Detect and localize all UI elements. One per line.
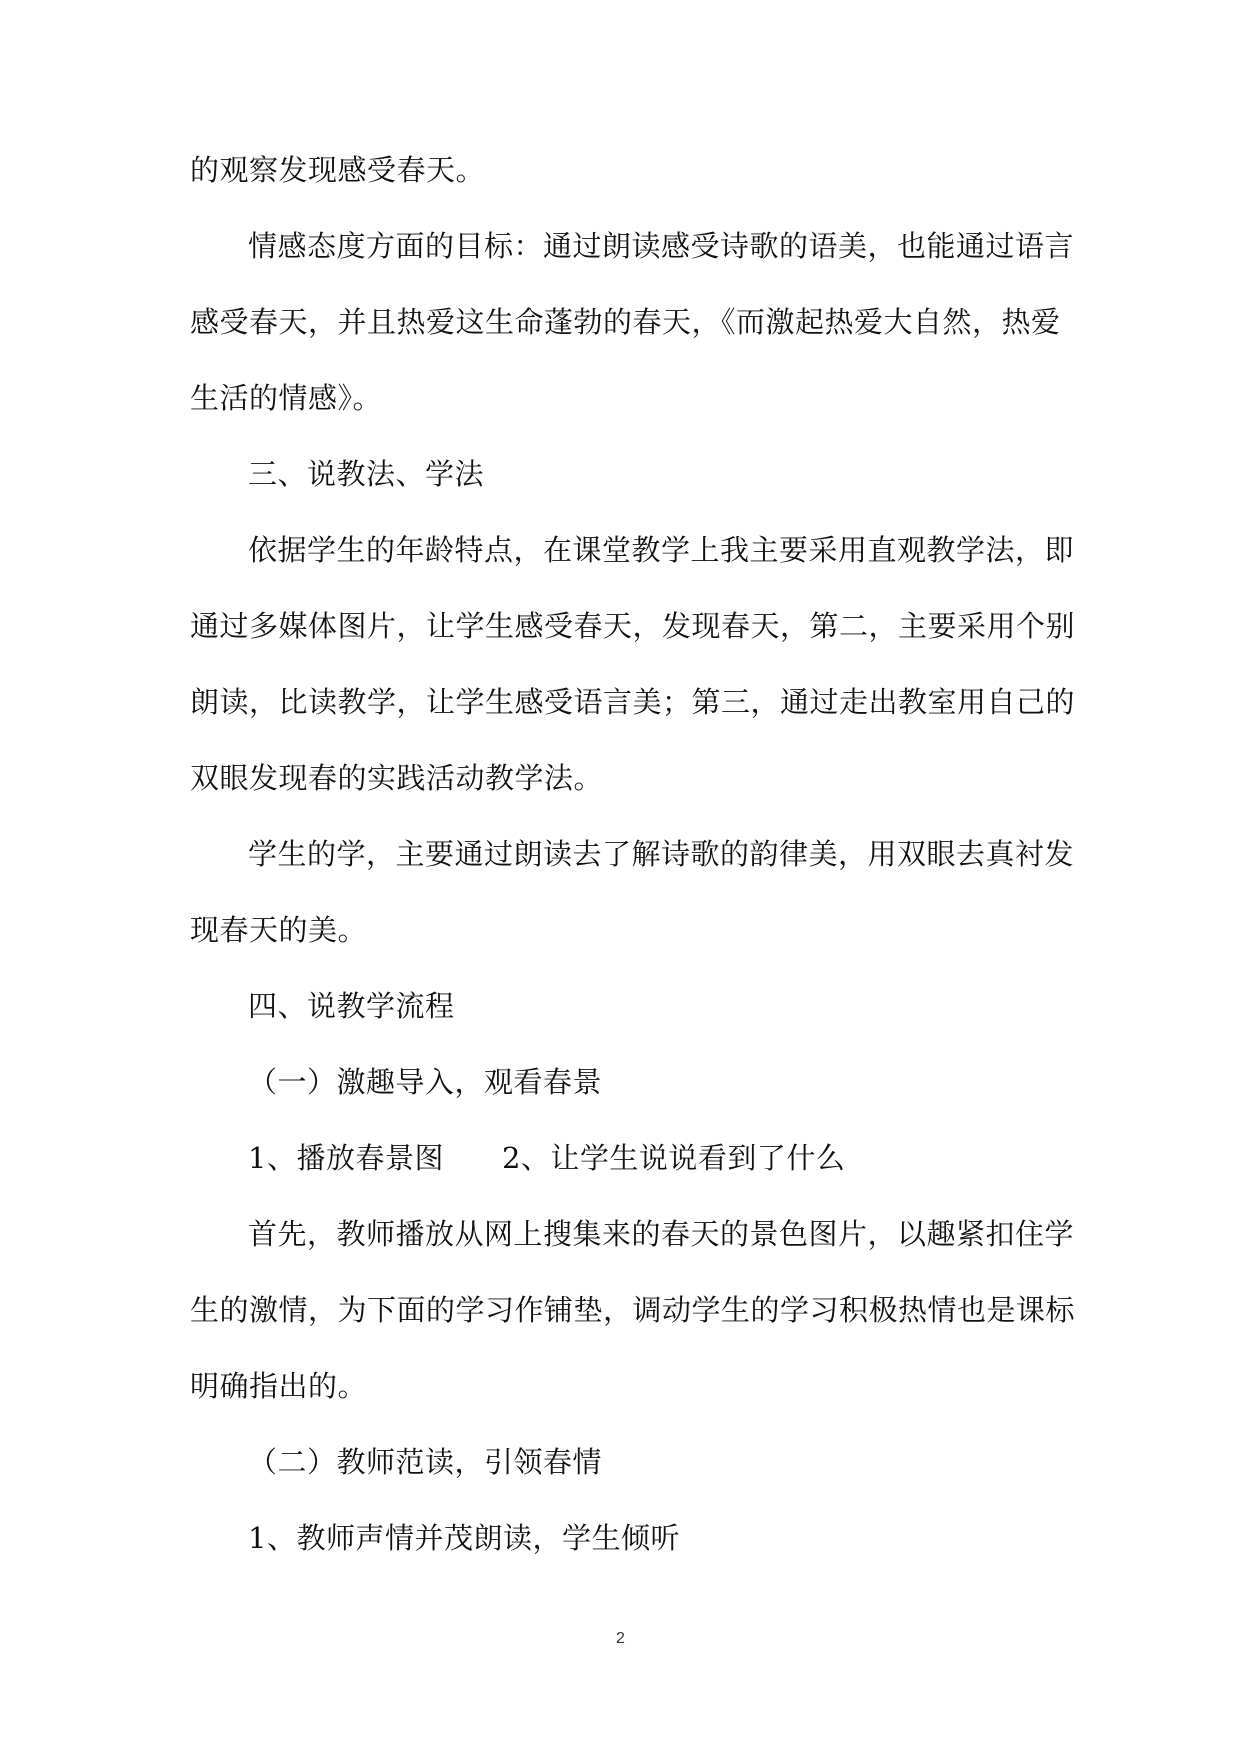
paragraph-line: 朗读，比读教学，让学生感受语言美；第三，通过走出教室用自己的: [190, 685, 1076, 719]
section-heading: 三、说教法、学法: [248, 457, 485, 491]
paragraph-line: 生活的情感》。: [190, 381, 383, 415]
page-number: 2: [616, 1630, 625, 1647]
paragraph-line: 首先，教师播放从网上搜集来的春天的景色图片，以趣紧扣住学: [248, 1217, 1075, 1251]
paragraph-line: 的观察发现感受春天。: [190, 153, 486, 187]
steps-line: [248, 1138, 1118, 1178]
paragraph-line: 通过多媒体图片，让学生感受春天，发现春天，第二，主要采用个别: [190, 609, 1076, 643]
paragraph-line: 感受春天，并且热爱这生命蓬勃的春天，《而激起热爱大自然，热爱: [190, 305, 1061, 339]
paragraph-line: 双眼发现春的实践活动教学法。: [190, 761, 604, 795]
subsection-heading: （二）教师范读，引领春情: [248, 1445, 603, 1479]
paragraph-line: 现春天的美。: [190, 913, 368, 947]
paragraph-line: 学生的学，主要通过朗读去了解诗歌的韵律美，用双眼去真衬发: [248, 837, 1075, 871]
step-item: 2、让学生说说看到了什么: [501, 1141, 846, 1175]
paragraph-line: 1、教师声情并茂朗读，学生倾听: [248, 1521, 680, 1555]
section-heading: 四、说教学流程: [248, 989, 455, 1023]
subsection-heading: （一）激趣导入，观看春景: [248, 1065, 603, 1099]
paragraph-line: 情感态度方面的目标：通过朗读感受诗歌的语美，也能通过语言: [248, 229, 1075, 263]
step-item: 1、播放春景图: [248, 1141, 444, 1175]
paragraph-line: 依据学生的年龄特点，在课堂教学上我主要采用直观教学法，即: [248, 533, 1075, 567]
paragraph-line: 明确指出的。: [190, 1369, 368, 1403]
paragraph-line: 生的激情，为下面的学习作铺垫，调动学生的学习积极热情也是课标: [190, 1293, 1076, 1327]
